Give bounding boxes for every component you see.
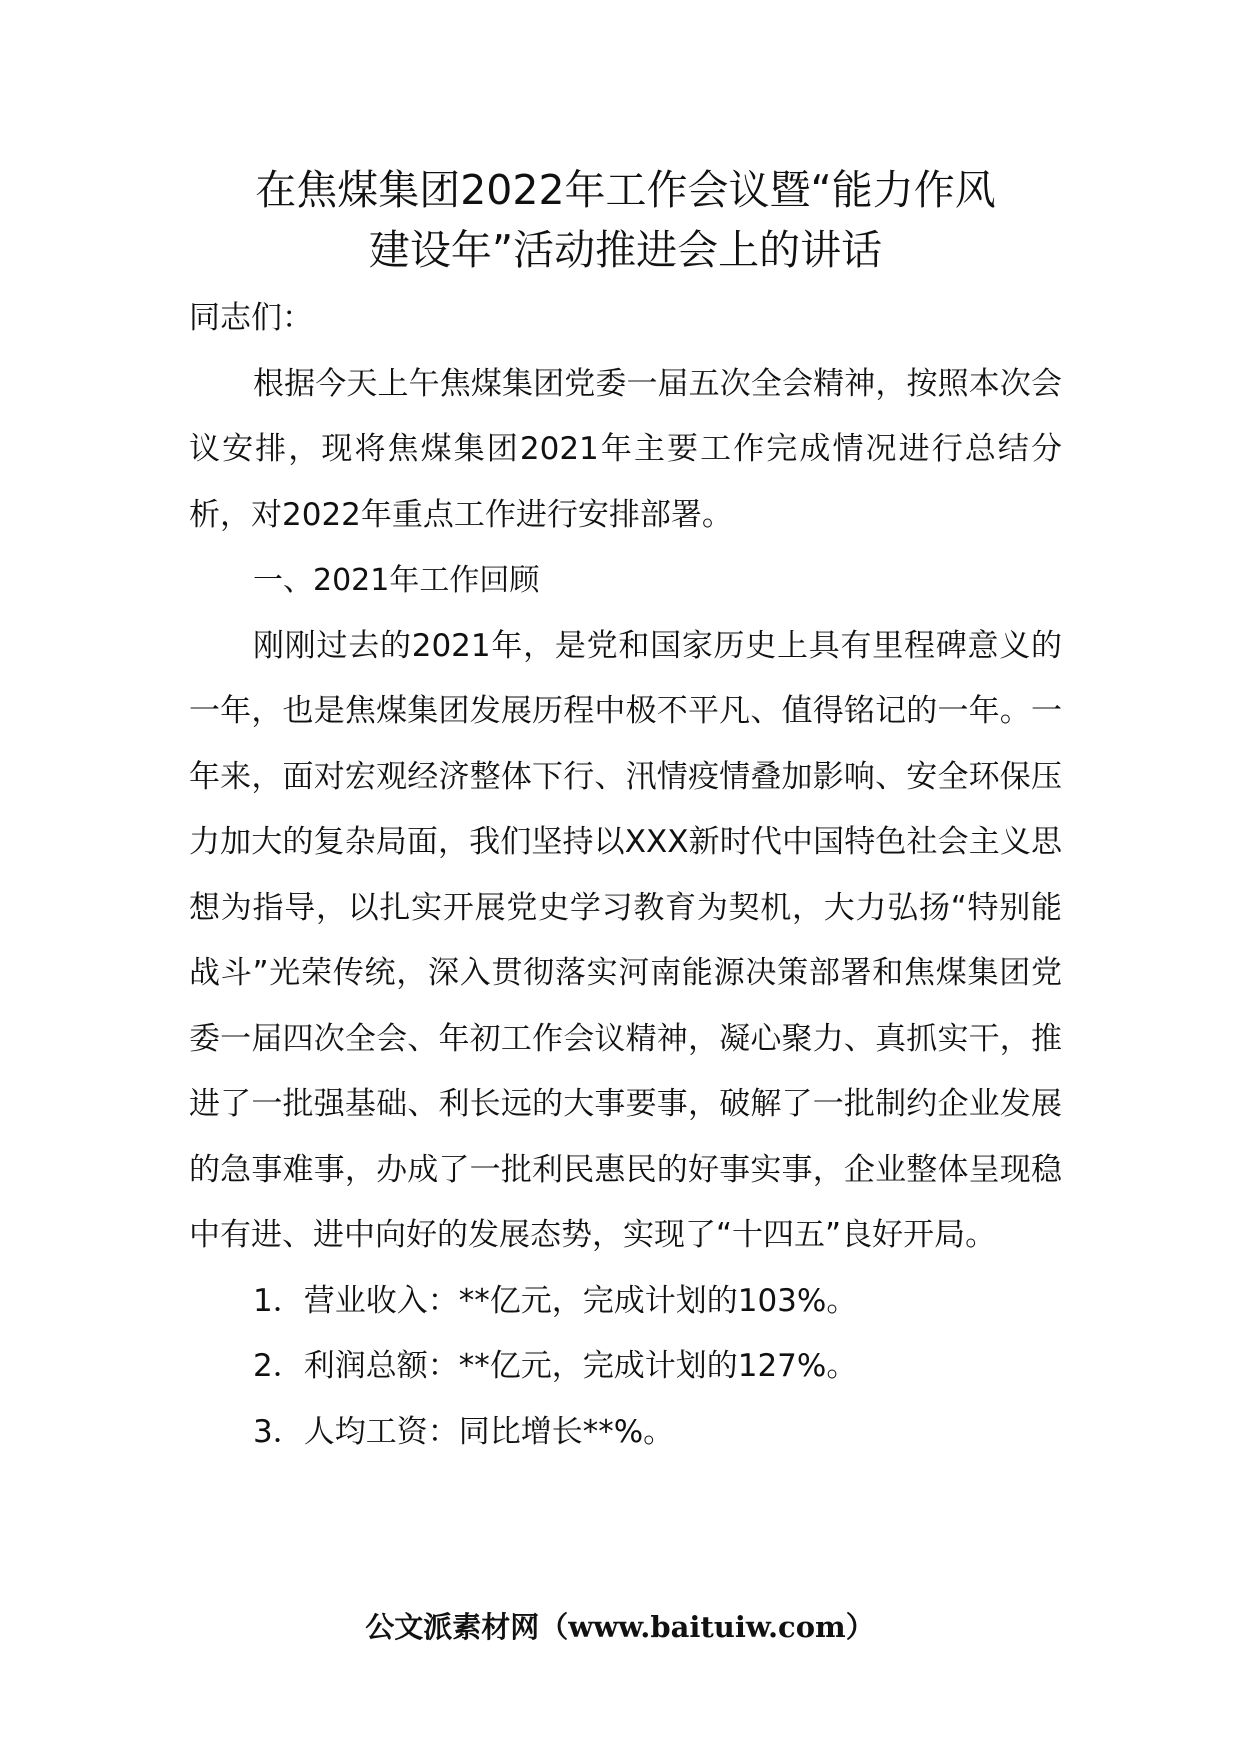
footer-watermark: 公文派素材网（www.baituiw.com） bbox=[365, 1610, 875, 1644]
review-paragraph: 刚刚过去的2021年，是党和国家历史上具有里程碑意义的一年，也是焦煤集团发展历程中极不平凡、值得铭记的一年。一年来，面对宏观经济整体下行、汛情疫情叠加影响、安全环保压力加大的复杂局面，我们坚持以XXX新时代中国特色社会主义思想为指导，以扎实开展党史学习教育为契机，大力弘扬“特别能战斗”光荣传统，深入贯彻落实河南能源决策部署和焦煤集团党委一届四次全会、年初工作会议精神，凝心聚力、真抓实干，推进了一批强基础、利长远的大事要事，破解了一批制约企业发展的急事难事，办成了一批利民惠民的好事实事，企业整体呈现稳中有进、进中向好的发展态势，实现了“十四五”良好开局。 bbox=[189, 627, 1062, 1253]
title-line-1: 在焦煤集团2022年工作会议暨“能力作风 bbox=[255, 166, 996, 214]
document-title bbox=[189, 160, 1062, 280]
section-heading: 一、2021年工作回顾 bbox=[253, 563, 540, 598]
document-body bbox=[189, 286, 1062, 1465]
intro-paragraph: 根据今天上午焦煤集团党委一届五次全会精神，按照本次会议安排，现将焦煤集团2021年主要工作完成情况进行总结分析，对2022年重点工作进行安排部署。 bbox=[189, 365, 1062, 533]
title-line-2: 建设年”活动推进会上的讲话 bbox=[368, 226, 883, 274]
list-item: 1．营业收入：**亿元，完成计划的103%。 bbox=[253, 1282, 858, 1319]
list-item: 3．人均工资：同比增长**%。 bbox=[253, 1413, 675, 1450]
salutation: 同志们： bbox=[189, 300, 313, 336]
list-item: 2．利润总额：**亿元，完成计划的127%。 bbox=[253, 1348, 858, 1384]
document-page bbox=[189, 160, 1062, 1465]
